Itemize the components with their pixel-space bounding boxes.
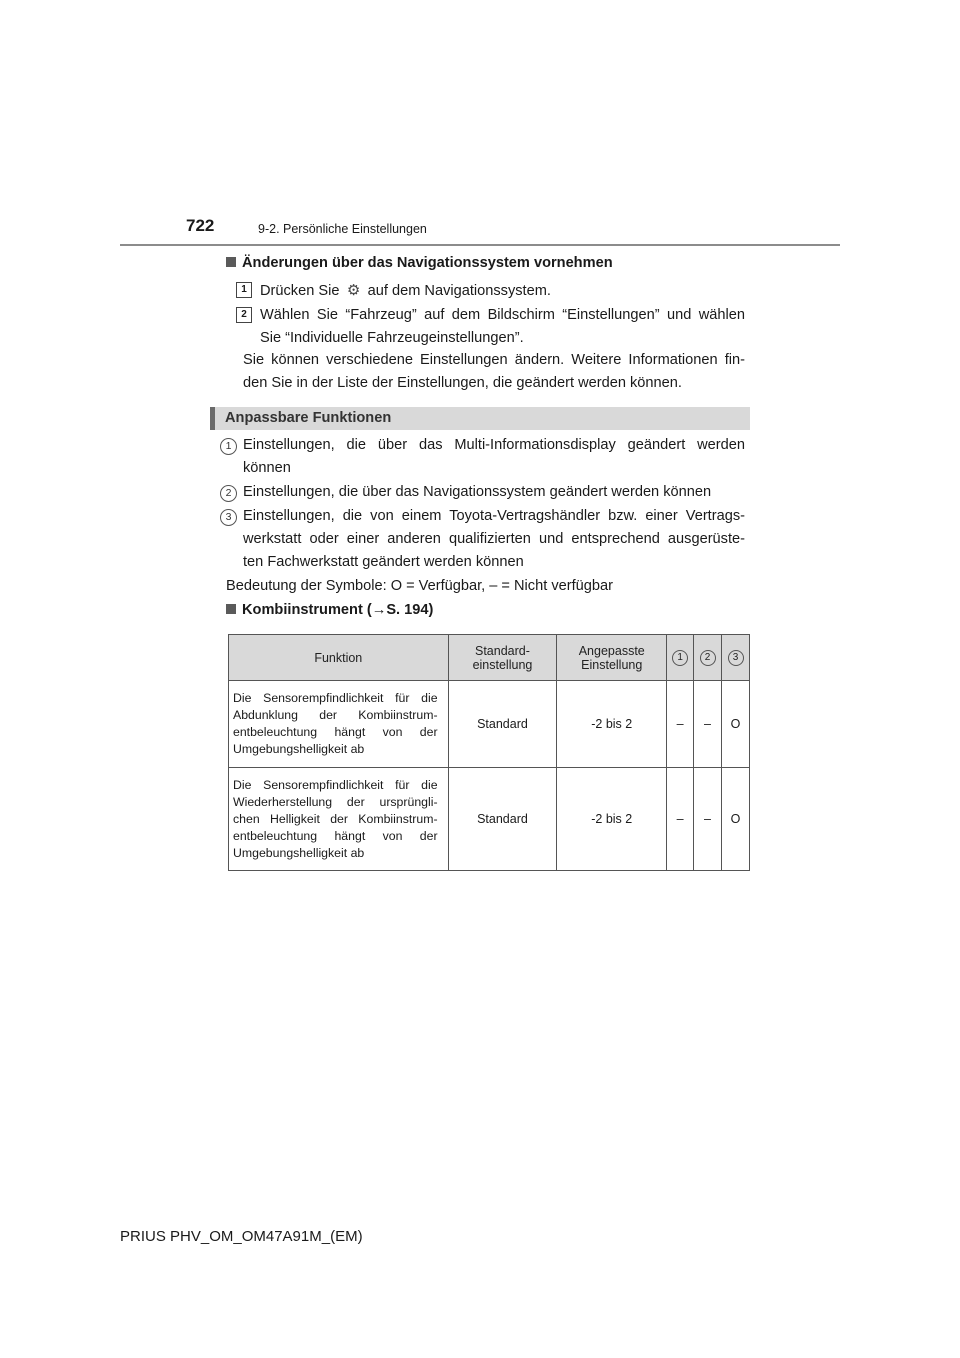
circle-2-icon: 2 xyxy=(700,650,716,666)
col-header-funktion: Funktion xyxy=(229,635,449,681)
circle-3-icon: 3 xyxy=(728,650,744,666)
table-row xyxy=(229,768,750,871)
row-2-description: Die Sensorempfindlichkeit für die Wiederherstellung der ursprüngli- chen Helligkeit der Kombiinstrum- entbeleuchtung hängt von der Umgebungshelligkeit ab xyxy=(229,768,449,871)
legend-3-circle-icon: 3 xyxy=(220,509,237,526)
row-1-description: Die Sensorempfindlichkeit für die Abdunklung der Kombiinstrum- entbeleuchtung hängt von der Umgebungshelligkeit ab xyxy=(229,681,449,768)
row-2-standard: Standard xyxy=(448,768,557,871)
row-1-c1: – xyxy=(667,681,694,768)
step-2-badge: 2 xyxy=(236,307,252,323)
symbols-note: Bedeutung der Symbole: O = Verfügbar, – = Nicht verfügbar xyxy=(226,578,613,594)
step-1-text: Drücken Sie ⚙ auf dem Navigationssystem. xyxy=(260,279,551,303)
legend-1-circle-icon: 1 xyxy=(220,438,237,455)
row-1-c3: O xyxy=(722,681,750,768)
row-2-c1: – xyxy=(667,768,694,871)
col-header-2 xyxy=(694,635,722,681)
circle-1-icon: 1 xyxy=(672,650,688,666)
page-number: 722 xyxy=(186,216,215,235)
nav-section-heading: Änderungen über das Navigationssystem vornehmen xyxy=(226,252,613,275)
gear-icon: ⚙ xyxy=(346,282,361,299)
row-2-custom: -2 bis 2 xyxy=(557,768,667,871)
table-row xyxy=(229,681,750,768)
square-bullet-icon xyxy=(226,257,236,267)
header-divider xyxy=(120,244,840,246)
settings-table xyxy=(228,634,750,871)
col-header-angepasst: Angepasste Einstellung xyxy=(557,635,667,681)
legend-2-circle-icon: 2 xyxy=(220,485,237,502)
footer-doc-id: PRIUS PHV_OM_OM47A91M_(EM) xyxy=(120,1228,363,1245)
legend-item-1: Einstellungen, die über das Multi-Informationsdisplay geändert werden können xyxy=(243,437,745,476)
row-2-c3: O xyxy=(722,768,750,871)
legend-item-3: Einstellungen, die von einem Toyota-Vertragshändler bzw. einer Vertrags- werkstatt oder einer anderen qualifizierten und entsprechend ausgerüste- ten Fachwerkstatt geändert werden können xyxy=(243,508,745,570)
row-2-c2: – xyxy=(694,768,722,871)
subsection-heading: Kombiinstrument (→S. 194) xyxy=(226,599,433,622)
row-1-custom: -2 bis 2 xyxy=(557,681,667,768)
section-banner xyxy=(210,407,750,430)
col-header-standard: Standard- einstellung xyxy=(448,635,557,681)
legend-item-2: Einstellungen, die über das Navigationssystem geändert werden können xyxy=(243,484,712,500)
row-1-c2: – xyxy=(694,681,722,768)
step-2-text: Wählen Sie “Fahrzeug” auf dem Bildschirm “Einstellungen” und wählen Sie “Individuelle Fahrzeugeinstellungen”. xyxy=(260,307,745,346)
nav-section-paragraph: Sie können verschiedene Einstellungen ändern. Weitere Informationen fin- den Sie in der Liste der Einstellungen, die geändert werden können. xyxy=(243,352,745,391)
row-1-standard: Standard xyxy=(448,681,557,768)
square-bullet-icon xyxy=(226,604,236,614)
col-header-1 xyxy=(667,635,694,681)
col-header-3 xyxy=(722,635,750,681)
table-header-row xyxy=(229,635,750,681)
banner-accent-bar xyxy=(210,407,215,430)
banner-title: Anpassbare Funktionen xyxy=(225,410,392,426)
step-1-badge: 1 xyxy=(236,282,252,298)
section-title: 9-2. Persönliche Einstellungen xyxy=(258,222,427,236)
